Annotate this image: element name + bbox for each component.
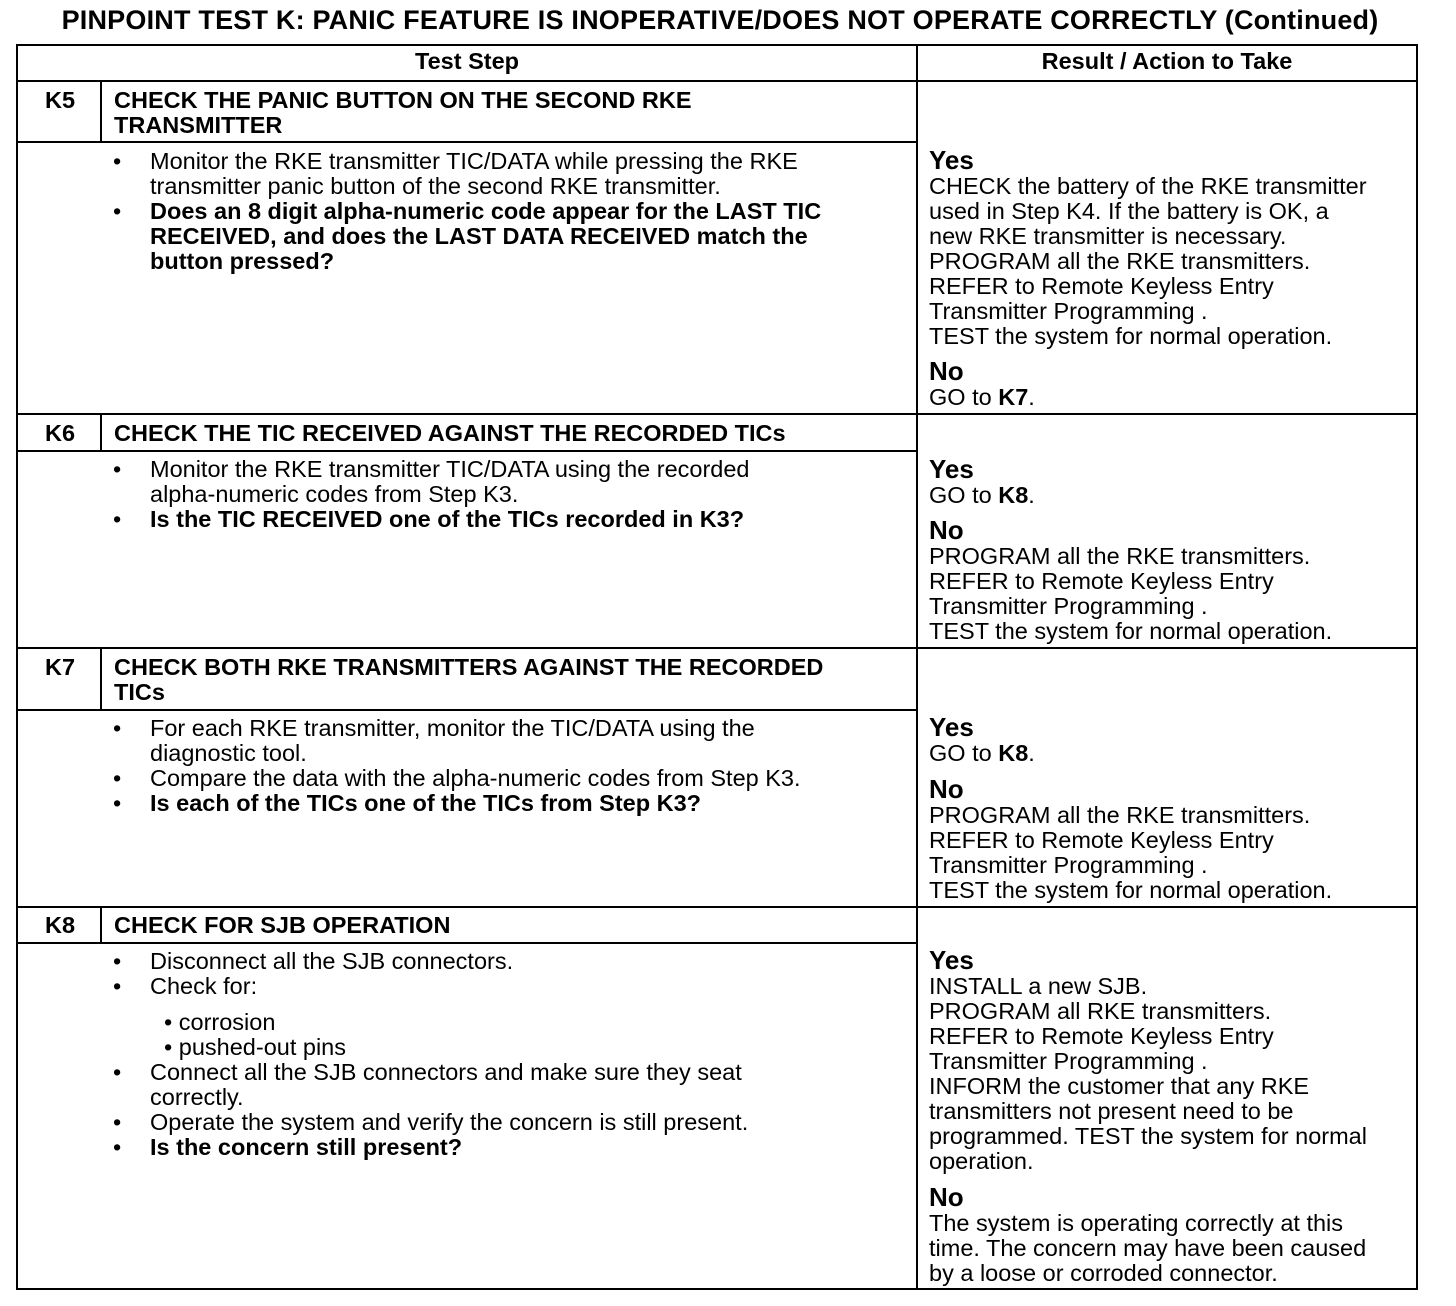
step-title: CHECK THE TIC RECEIVED AGAINST THE RECORDED TICs bbox=[114, 420, 786, 446]
instruction: Monitor the RKE transmitter TIC/DATA while pressing the RKE transmitter panic button of the second RKE transmitter. bbox=[150, 148, 798, 199]
bullet-glyph: • bbox=[113, 456, 122, 482]
bullet-glyph: • bbox=[113, 715, 122, 741]
bullet-glyph: • bbox=[113, 198, 122, 224]
step-title: CHECK BOTH RKE TRANSMITTERS AGAINST THE RECORDED TICs bbox=[114, 654, 824, 705]
result-yes: Yes CHECK the battery of the RKE transmitter used in Step K4. If the battery is OK, a new RKE transmitter is necessary. PROGRAM all the RKE transmitters. REFER to Remote Keyless Entry Transmitter Programming . TEST the system for normal operation. bbox=[929, 145, 1367, 349]
bullet-glyph: • bbox=[113, 1059, 122, 1085]
result-yes: Yes INSTALL a new SJB. PROGRAM all RKE transmitters. REFER to Remote Keyless Entry Transmitter Programming . INFORM the customer that any RKE transmitters not present need to be programmed. TEST the system for normal operation. bbox=[929, 945, 1367, 1174]
pinpoint-test-table bbox=[16, 44, 1418, 1290]
sub-item: • pushed-out pins bbox=[164, 1034, 346, 1060]
bullet-glyph: • bbox=[113, 948, 122, 974]
result-no: No PROGRAM all the RKE transmitters. REFER to Remote Keyless Entry Transmitter Programming . TEST the system for normal operation. bbox=[929, 774, 1333, 903]
header-test-step: Test Step bbox=[414, 48, 520, 74]
result-yes: Yes GO to K8. bbox=[929, 712, 1035, 766]
instruction: Compare the data with the alpha-numeric codes from Step K3. bbox=[150, 765, 801, 791]
step-id: K7 bbox=[44, 654, 76, 680]
question: Does an 8 digit alpha-numeric code appear for the LAST TIC RECEIVED, and does the LAST DATA RECEIVED match the button pressed? bbox=[150, 198, 822, 274]
instruction: Check for: bbox=[150, 973, 258, 999]
bullet-glyph: • bbox=[113, 506, 122, 532]
bullet-glyph: • bbox=[113, 1109, 122, 1135]
bullet-glyph: • bbox=[113, 790, 122, 816]
instruction: Disconnect all the SJB connectors. bbox=[150, 948, 514, 974]
page-title: PINPOINT TEST K: PANIC FEATURE IS INOPERATIVE/DOES NOT OPERATE CORRECTLY (Continued) bbox=[61, 5, 1379, 35]
sub-item: • corrosion bbox=[164, 1009, 276, 1035]
result-no: No The system is operating correctly at this time. The concern may have been caused by a loose or corroded connector. bbox=[929, 1182, 1367, 1286]
step-title: CHECK FOR SJB OPERATION bbox=[114, 912, 451, 938]
question: Is the concern still present? bbox=[150, 1134, 463, 1160]
step-id: K8 bbox=[44, 912, 76, 938]
result-no: No PROGRAM all the RKE transmitters. REFER to Remote Keyless Entry Transmitter Programming . TEST the system for normal operation. bbox=[929, 515, 1333, 644]
bullet-glyph: • bbox=[113, 973, 122, 999]
instruction: For each RKE transmitter, monitor the TIC/DATA using the diagnostic tool. bbox=[150, 715, 755, 766]
result-yes: Yes GO to K8. bbox=[929, 454, 1035, 508]
bullet-glyph: • bbox=[113, 765, 122, 791]
step-id: K6 bbox=[44, 420, 76, 446]
instruction: Monitor the RKE transmitter TIC/DATA using the recorded alpha-numeric codes from Step K3. bbox=[150, 456, 750, 507]
step-id: K5 bbox=[44, 87, 76, 113]
instruction: Operate the system and verify the concern is still present. bbox=[150, 1109, 749, 1135]
result-no: No GO to K7. bbox=[929, 356, 1035, 410]
bullet-glyph: • bbox=[113, 1134, 122, 1160]
question: Is each of the TICs one of the TICs from Step K3? bbox=[150, 790, 702, 816]
header-result: Result / Action to Take bbox=[1041, 48, 1293, 74]
step-title: CHECK THE PANIC BUTTON ON THE SECOND RKE TRANSMITTER bbox=[114, 87, 692, 138]
bullet-glyph: • bbox=[113, 148, 122, 174]
instruction: Connect all the SJB connectors and make sure they seat correctly. bbox=[150, 1059, 742, 1110]
question: Is the TIC RECEIVED one of the TICs recorded in K3? bbox=[150, 506, 745, 532]
